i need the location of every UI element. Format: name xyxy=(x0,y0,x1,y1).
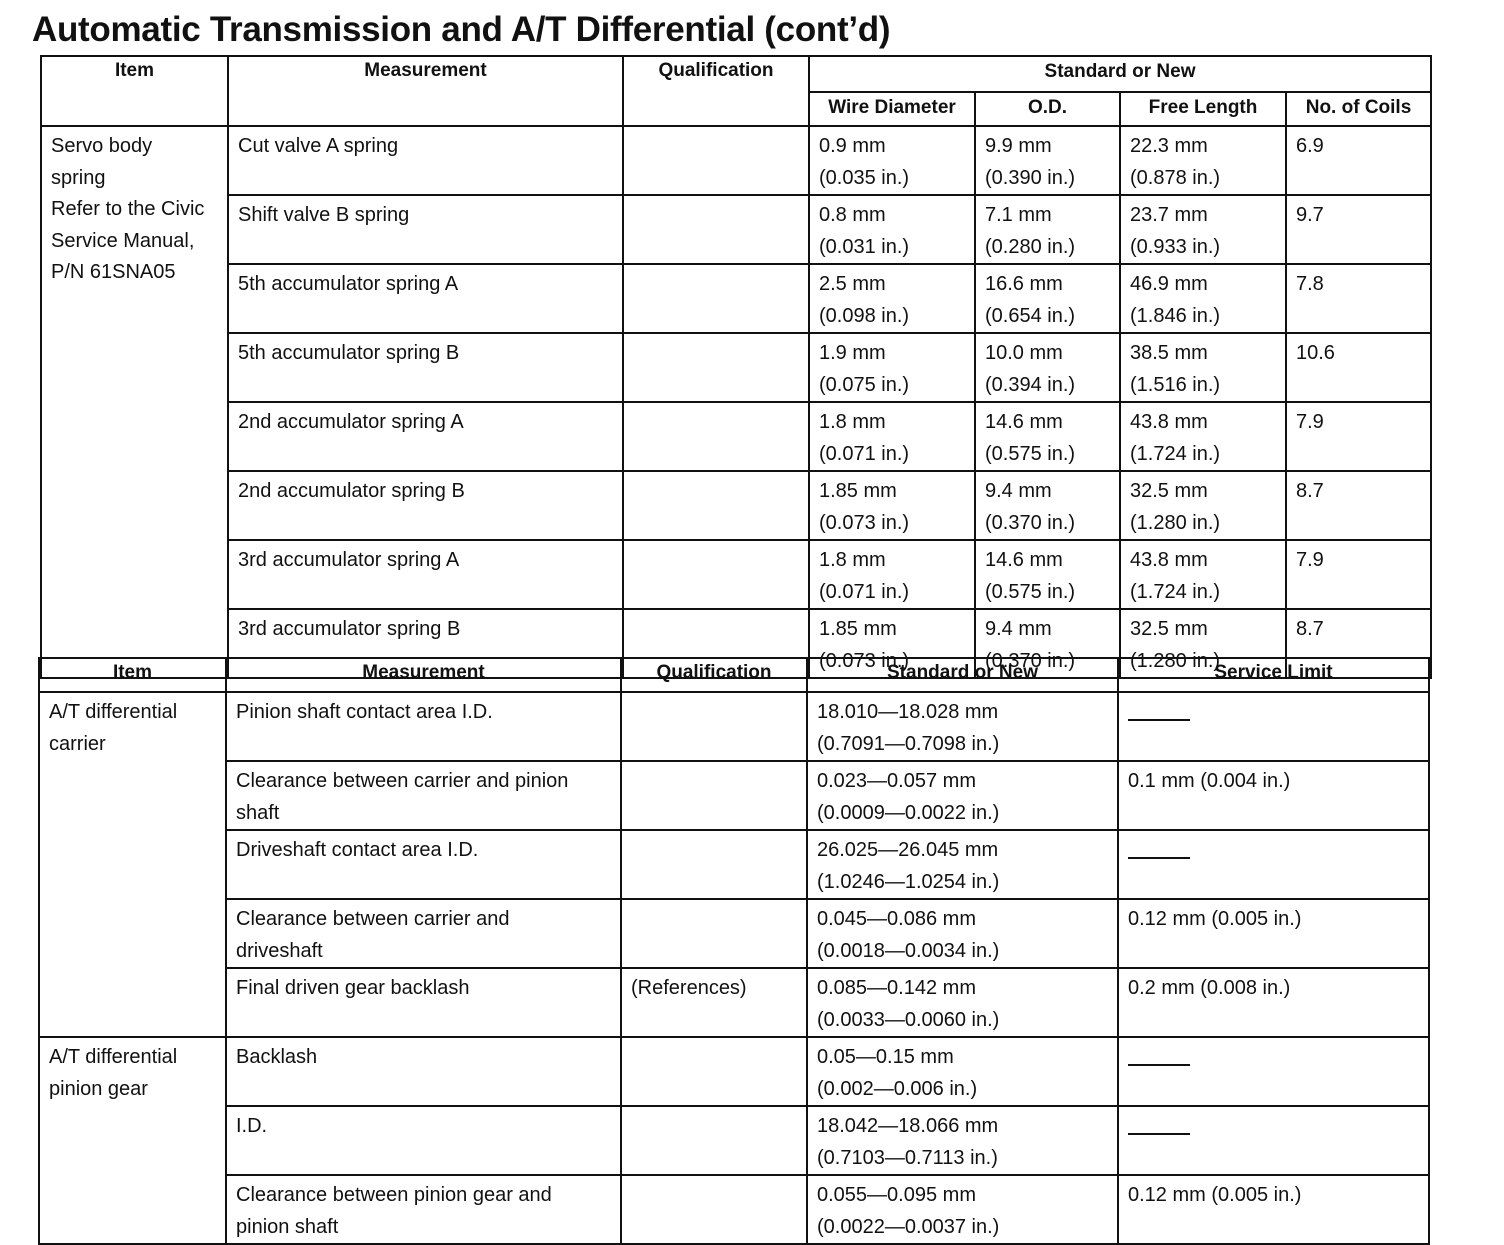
free-length-cell xyxy=(1120,540,1286,609)
wire-diameter-cell xyxy=(809,195,975,264)
od-cell-text: 14.6 mm (0.575 in.) xyxy=(985,411,1076,465)
service-limit-cell xyxy=(1118,830,1429,899)
free-length-cell-text: 43.8 mm (1.724 in.) xyxy=(1130,549,1221,603)
od-cell xyxy=(975,264,1120,333)
free-length-cell xyxy=(1120,264,1286,333)
free-length-cell xyxy=(1120,402,1286,471)
qualification-cell xyxy=(621,968,807,1037)
qualification-cell xyxy=(621,1037,807,1106)
service-limit-cell-text xyxy=(1119,831,1428,867)
spring-spec-table xyxy=(40,55,1432,679)
qualification-cell xyxy=(621,1175,807,1244)
wire-diameter-cell-text: 0.9 mm (0.035 in.) xyxy=(819,135,910,189)
qualification-cell-text xyxy=(622,1107,806,1111)
coils-cell xyxy=(1286,195,1431,264)
measurement-cell-text: 5th accumulator spring B xyxy=(238,342,460,364)
od-cell-text: 9.4 mm (0.370 in.) xyxy=(985,480,1076,534)
free-length-cell xyxy=(1120,126,1286,195)
od-cell xyxy=(975,471,1120,540)
standard-cell-text: 18.010—18.028 mm (0.7091—0.7098 in.) xyxy=(817,701,1000,755)
od-cell-text: 9.9 mm (0.390 in.) xyxy=(985,135,1076,189)
wire-diameter-cell xyxy=(809,333,975,402)
od-cell xyxy=(975,402,1120,471)
free-length-cell-text: 38.5 mm (1.516 in.) xyxy=(1130,342,1221,396)
standard-cell-text: 0.085—0.142 mm (0.0033—0.0060 in.) xyxy=(817,977,1000,1031)
qualification-cell-text xyxy=(624,472,808,476)
differential-spec-table xyxy=(38,657,1430,1245)
standard-cell xyxy=(807,692,1118,761)
od-cell-text: 14.6 mm (0.575 in.) xyxy=(985,549,1076,603)
qualification-cell xyxy=(623,126,809,195)
qualification-cell xyxy=(621,692,807,761)
table-row xyxy=(39,761,1429,830)
item-cell xyxy=(39,692,226,1037)
qualification-cell xyxy=(621,899,807,968)
free-length-cell-text: 43.8 mm (1.724 in.) xyxy=(1130,411,1221,465)
standard-cell xyxy=(807,1037,1118,1106)
od-cell xyxy=(975,540,1120,609)
measurement-cell-text: Shift valve B spring xyxy=(238,204,410,226)
table-row xyxy=(41,333,1431,402)
measurement-cell xyxy=(228,126,623,195)
wire-diameter-cell-text: 2.5 mm (0.098 in.) xyxy=(819,273,910,327)
service-limit-cell-text xyxy=(1119,693,1428,729)
item-cell xyxy=(41,126,228,678)
od-cell-text: 16.6 mm (0.654 in.) xyxy=(985,273,1076,327)
coils-cell xyxy=(1286,264,1431,333)
wire-diameter-cell-text: 0.8 mm (0.031 in.) xyxy=(819,204,910,258)
header-od: O.D. xyxy=(975,92,1120,126)
standard-cell xyxy=(807,1175,1118,1244)
coils-cell-text: 7.9 xyxy=(1296,411,1324,433)
measurement-cell xyxy=(226,692,621,761)
measurement-cell xyxy=(226,1175,621,1244)
measurement-cell xyxy=(228,333,623,402)
measurement-cell xyxy=(226,968,621,1037)
table-row xyxy=(39,1037,1429,1106)
wire-diameter-cell xyxy=(809,126,975,195)
qualification-cell-text xyxy=(624,265,808,269)
header-standard-or-new: Standard or New xyxy=(807,658,1118,692)
measurement-cell-text: I.D. xyxy=(236,1115,268,1137)
qualification-cell-text xyxy=(624,127,808,131)
qualification-cell-text xyxy=(624,541,808,545)
table-row xyxy=(39,1175,1429,1244)
measurement-cell-text: 2nd accumulator spring A xyxy=(238,411,464,433)
service-limit-cell-text: 0.12 mm (0.005 in.) xyxy=(1128,908,1302,930)
wire-diameter-cell xyxy=(809,471,975,540)
coils-cell-text: 10.6 xyxy=(1296,342,1335,364)
service-limit-cell xyxy=(1118,1106,1429,1175)
header-measurement: Measurement xyxy=(228,56,623,126)
measurement-cell xyxy=(226,899,621,968)
qualification-cell-text xyxy=(624,403,808,407)
measurement-cell-text: Clearance between carrier and pinion shaft xyxy=(236,770,569,824)
service-limit-cell xyxy=(1118,1037,1429,1106)
measurement-cell-text: 3rd accumulator spring A xyxy=(238,549,460,571)
qualification-cell-text xyxy=(622,1176,806,1180)
wire-diameter-cell-text: 1.8 mm (0.071 in.) xyxy=(819,411,910,465)
item-cell xyxy=(39,1037,226,1244)
qualification-cell xyxy=(623,402,809,471)
measurement-cell-text: Cut valve A spring xyxy=(238,135,399,157)
coils-cell-text: 9.7 xyxy=(1296,204,1324,226)
coils-cell-text: 8.7 xyxy=(1296,480,1324,502)
table-row xyxy=(41,126,1431,195)
wire-diameter-cell-text: 1.9 mm (0.075 in.) xyxy=(819,342,910,396)
qualification-cell xyxy=(623,264,809,333)
qualification-cell-text xyxy=(622,1038,806,1042)
table-row xyxy=(39,692,1429,761)
measurement-cell-text: Pinion shaft contact area I.D. xyxy=(236,701,493,723)
measurement-cell xyxy=(226,830,621,899)
wire-diameter-cell xyxy=(809,402,975,471)
qualification-cell-text xyxy=(622,762,806,766)
qualification-cell-text xyxy=(622,831,806,835)
standard-cell-text: 18.042—18.066 mm (0.7103—0.7113 in.) xyxy=(817,1115,999,1169)
free-length-cell xyxy=(1120,195,1286,264)
measurement-cell xyxy=(228,471,623,540)
qualification-cell xyxy=(621,1106,807,1175)
service-limit-cell xyxy=(1118,761,1429,830)
header-no-of-coils: No. of Coils xyxy=(1286,92,1431,126)
table-row xyxy=(39,830,1429,899)
standard-cell-text: 0.023—0.057 mm (0.0009—0.0022 in.) xyxy=(817,770,1000,824)
qualification-cell-text xyxy=(622,693,806,697)
table-row xyxy=(39,1106,1429,1175)
service-limit-cell-text: 0.1 mm (0.004 in.) xyxy=(1128,770,1291,792)
coils-cell xyxy=(1286,126,1431,195)
header-item: Item xyxy=(41,56,228,126)
qualification-cell xyxy=(621,830,807,899)
wire-diameter-cell xyxy=(809,264,975,333)
standard-cell xyxy=(807,1106,1118,1175)
header-standard-or-new: Standard or New xyxy=(809,56,1431,92)
coils-cell-text: 7.8 xyxy=(1296,273,1324,295)
measurement-cell-text: 5th accumulator spring A xyxy=(238,273,459,295)
header-free-length: Free Length xyxy=(1120,92,1286,126)
not-applicable-dash xyxy=(1128,1133,1190,1135)
qualification-cell xyxy=(623,471,809,540)
qualification-cell-text: (References) xyxy=(631,977,747,999)
measurement-cell-text: Backlash xyxy=(236,1046,318,1068)
free-length-cell-text: 46.9 mm (1.846 in.) xyxy=(1130,273,1221,327)
free-length-cell-text: 32.5 mm (1.280 in.) xyxy=(1130,618,1221,672)
service-limit-cell xyxy=(1118,968,1429,1037)
od-cell-text: 10.0 mm (0.394 in.) xyxy=(985,342,1076,396)
od-cell-text: 7.1 mm (0.280 in.) xyxy=(985,204,1076,258)
table-row xyxy=(41,264,1431,333)
item-cell-text: A/T differential carrier xyxy=(49,701,178,755)
free-length-cell-text: 22.3 mm (0.878 in.) xyxy=(1130,135,1221,189)
header-service-limit: Service Limit xyxy=(1118,658,1429,692)
qualification-cell-text xyxy=(624,610,808,614)
free-length-cell-text: 32.5 mm (1.280 in.) xyxy=(1130,480,1221,534)
wire-diameter-cell-text: 1.8 mm (0.071 in.) xyxy=(819,549,910,603)
not-applicable-dash xyxy=(1128,719,1190,721)
service-limit-cell-text: 0.12 mm (0.005 in.) xyxy=(1128,1184,1302,1206)
table-row xyxy=(39,899,1429,968)
od-cell xyxy=(975,126,1120,195)
item-cell-text: A/T differential pinion gear xyxy=(49,1046,178,1100)
measurement-cell xyxy=(228,195,623,264)
measurement-cell xyxy=(226,1106,621,1175)
wire-diameter-cell-text: 1.85 mm (0.073 in.) xyxy=(819,480,910,534)
service-limit-cell-text xyxy=(1119,1107,1428,1143)
free-length-cell-text: 23.7 mm (0.933 in.) xyxy=(1130,204,1221,258)
measurement-cell xyxy=(228,402,623,471)
standard-cell xyxy=(807,830,1118,899)
measurement-cell xyxy=(226,761,621,830)
coils-cell-text: 6.9 xyxy=(1296,135,1324,157)
coils-cell xyxy=(1286,333,1431,402)
table-row xyxy=(39,968,1429,1037)
coils-cell xyxy=(1286,402,1431,471)
standard-cell-text: 0.045—0.086 mm (0.0018—0.0034 in.) xyxy=(817,908,1000,962)
table-row xyxy=(41,402,1431,471)
measurement-cell-text: Clearance between pinion gear and pinion shaft xyxy=(236,1184,552,1238)
coils-cell-text: 8.7 xyxy=(1296,618,1324,640)
wire-diameter-cell-text: 1.85 mm (0.073 in.) xyxy=(819,618,910,672)
standard-cell xyxy=(807,761,1118,830)
table-row xyxy=(41,471,1431,540)
header-item: Item xyxy=(39,658,226,692)
qualification-cell-text xyxy=(622,900,806,904)
qualification-cell xyxy=(623,333,809,402)
free-length-cell xyxy=(1120,471,1286,540)
header-wire-diameter: Wire Diameter xyxy=(809,92,975,126)
table-row xyxy=(41,195,1431,264)
standard-cell xyxy=(807,899,1118,968)
standard-cell-text: 0.055—0.095 mm (0.0022—0.0037 in.) xyxy=(817,1184,1000,1238)
differential-table-body xyxy=(39,692,1429,1244)
measurement-cell-text: 2nd accumulator spring B xyxy=(238,480,465,502)
not-applicable-dash xyxy=(1128,857,1190,859)
service-limit-cell xyxy=(1118,899,1429,968)
spring-table-body xyxy=(41,126,1431,678)
wire-diameter-cell xyxy=(809,540,975,609)
measurement-cell-text: Final driven gear backlash xyxy=(236,977,470,999)
measurement-cell-text: Driveshaft contact area I.D. xyxy=(236,839,479,861)
qualification-cell xyxy=(623,540,809,609)
standard-cell-text: 26.025—26.045 mm (1.0246—1.0254 in.) xyxy=(817,839,1000,893)
measurement-cell xyxy=(226,1037,621,1106)
standard-cell xyxy=(807,968,1118,1037)
measurement-cell-text: 3rd accumulator spring B xyxy=(238,618,461,640)
service-limit-cell xyxy=(1118,1175,1429,1244)
od-cell xyxy=(975,333,1120,402)
qualification-cell-text xyxy=(624,334,808,338)
measurement-cell-text: Clearance between carrier and driveshaft xyxy=(236,908,510,962)
not-applicable-dash xyxy=(1128,1064,1190,1066)
free-length-cell xyxy=(1120,333,1286,402)
header-measurement: Measurement xyxy=(226,658,621,692)
service-limit-cell-text xyxy=(1119,1038,1428,1074)
header-qualification: Qualification xyxy=(623,56,809,126)
service-limit-cell-text: 0.2 mm (0.008 in.) xyxy=(1128,977,1291,999)
od-cell xyxy=(975,195,1120,264)
qualification-cell xyxy=(623,195,809,264)
page-title: Automatic Transmission and A/T Differential (cont’d) xyxy=(32,10,891,49)
coils-cell-text: 7.9 xyxy=(1296,549,1324,571)
table-row xyxy=(41,540,1431,609)
measurement-cell xyxy=(228,540,623,609)
coils-cell xyxy=(1286,471,1431,540)
coils-cell xyxy=(1286,540,1431,609)
qualification-cell xyxy=(621,761,807,830)
od-cell-text: 9.4 mm (0.370 in.) xyxy=(985,618,1076,672)
standard-cell-text: 0.05—0.15 mm (0.002—0.006 in.) xyxy=(817,1046,978,1100)
service-limit-cell xyxy=(1118,692,1429,761)
item-cell-text: Servo body spring Refer to the Civic Service Manual, P/N 61SNA05 xyxy=(51,135,205,283)
qualification-cell-text xyxy=(624,196,808,200)
measurement-cell xyxy=(228,264,623,333)
header-qualification: Qualification xyxy=(621,658,807,692)
